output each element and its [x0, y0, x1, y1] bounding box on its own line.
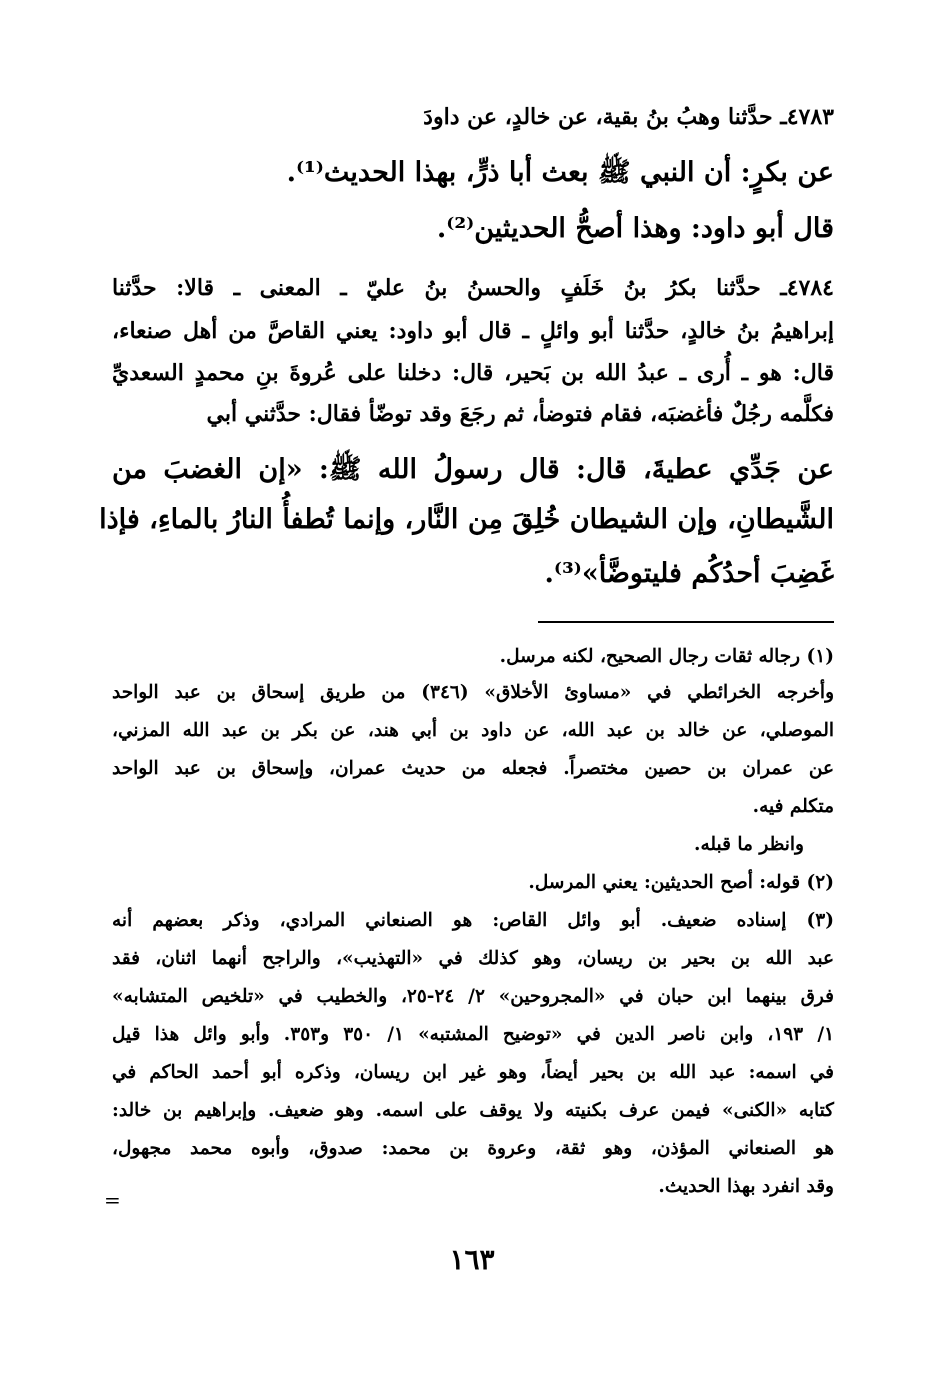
hadith-4784-line-5: عن جَدِّي عطيةَ، قال: قال رسولُ الله ﷺ: «إن الغضبَ من [112, 454, 834, 485]
hadith-4783-line-3: قال أبو داود: وهذا أصحُّ الحديثين⁽²⁾. [436, 213, 834, 244]
footnote-3-line-1: (٣) إسناده ضعيف. أبو وائل القاص: هو الصنعاني المرادي، وذكر بعضهم أنه [112, 910, 834, 931]
footnote-1-line-3: الموصلي، عن خالد بن عبد الله، عن داود بن أبي هند، عن بكر بن عبد الله المزني، [112, 720, 834, 741]
hadith-4784-line-2: إبراهيمُ بنُ خالدٍ، حدَّثنا أبو وائلٍ ـ قال أبو داود: يعني القاصَّ من أهل صنعاء، [112, 318, 834, 344]
footnote-1-line-1: (١) رجاله ثقات رجال الصحيح، لكنه مرسل. [499, 646, 834, 667]
hadith-4783-line-2: عن بكرٍ: أن النبي ﷺ بعث أبا ذرٍّ، بهذا الحديث⁽¹⁾. [286, 157, 834, 188]
footnote-3-line-6: كتابه «الكنى» فيمن عرف بكنيته ولا يوقف على اسمه. وهو ضعيف. وإبراهيم بن خالد: [112, 1100, 834, 1121]
footnote-1-line-2: وأخرجه الخرائطي في «مساوئ الأخلاق» (٣٤٦) من طريق إسحاق بن عبد الواحد [112, 682, 834, 703]
hadith-4784-line-3: قال: هو ـ أُرى ـ عبدُ الله بن بَحير، قال: دخلنا على عُروةَ بنِ محمدٍ السعديِّ [112, 360, 834, 386]
footnote-3-line-2: عبد الله بن بحير بن ريسان، وهو كذلك في «التهذيب»، والراجح أنهما اثنان، فقد [112, 948, 834, 969]
footnote-3-line-5: في اسمه: عبد الله بن بحير أيضاً، وهو غير ابن ريسان، وذكره أبو أحمد الحاكم في [112, 1062, 834, 1083]
footnote-divider [538, 621, 834, 623]
hadith-4784-line-7: غَضِبَ أحدُكُم فليتوضَّأ»⁽³⁾. [544, 558, 834, 589]
hadith-4784-line-6: الشَّيطانِ، وإن الشيطان خُلِقَ مِن النَّار، وإنما تُطفأُ النارُ بالماءِ، فإذا [99, 504, 834, 535]
footnote-3-line-4: ١/ ١٩٣، وابن ناصر الدين في «توضيح المشتبه» ١/ ٣٥٠ و٣٥٣. وأبو وائل هذا قيل [112, 1024, 835, 1045]
hadith-4784-line-1: ٤٧٨٤ـ حدَّثنا بكرُ بنُ خَلَفٍ والحسنُ بنُ عليّ ـ المعنى ـ قالا: حدَّثنا [112, 275, 834, 301]
hadith-4784-line-4: فكلَّمه رجُلٌ فأغضبَه، فقام فتوضأ، ثم رجَعَ وقد توضّأ فقال: حدَّثني أبي [206, 401, 834, 427]
footnote-3-line-7: هو الصنعاني المؤذن، وهو ثقة، وعروة بن محمد: صدوق، وأبوه محمد مجهول، [112, 1138, 834, 1159]
hadith-4783-line-1: ٤٧٨٣ـ حدَّثنا وهبُ بنُ بقية، عن خالدٍ، عن داودَ [423, 104, 834, 130]
page-number: ١٦٣ [449, 1243, 495, 1276]
footnote-3-line-3: فرق بينهما ابن حبان في «المجروحين» ٢/ ٢٤-٢٥، والخطيب في «تلخيص المتشابه» [112, 986, 834, 1007]
continuation-mark: = [104, 1188, 121, 1212]
footnote-1-line-4: عن عمران بن حصين مختصراً. فجعله من حديث عمران، وإسحاق بن عبد الواحد [112, 758, 834, 779]
footnote-2-line-1: (٢) قوله: أصح الحديثين: يعني المرسل. [528, 872, 834, 893]
footnote-1-line-6: وانظر ما قبله. [694, 834, 804, 855]
footnote-3-line-8: وقد انفرد بهذا الحديث. [658, 1176, 834, 1197]
footnote-1-line-5: متكلم فيه. [752, 796, 834, 817]
